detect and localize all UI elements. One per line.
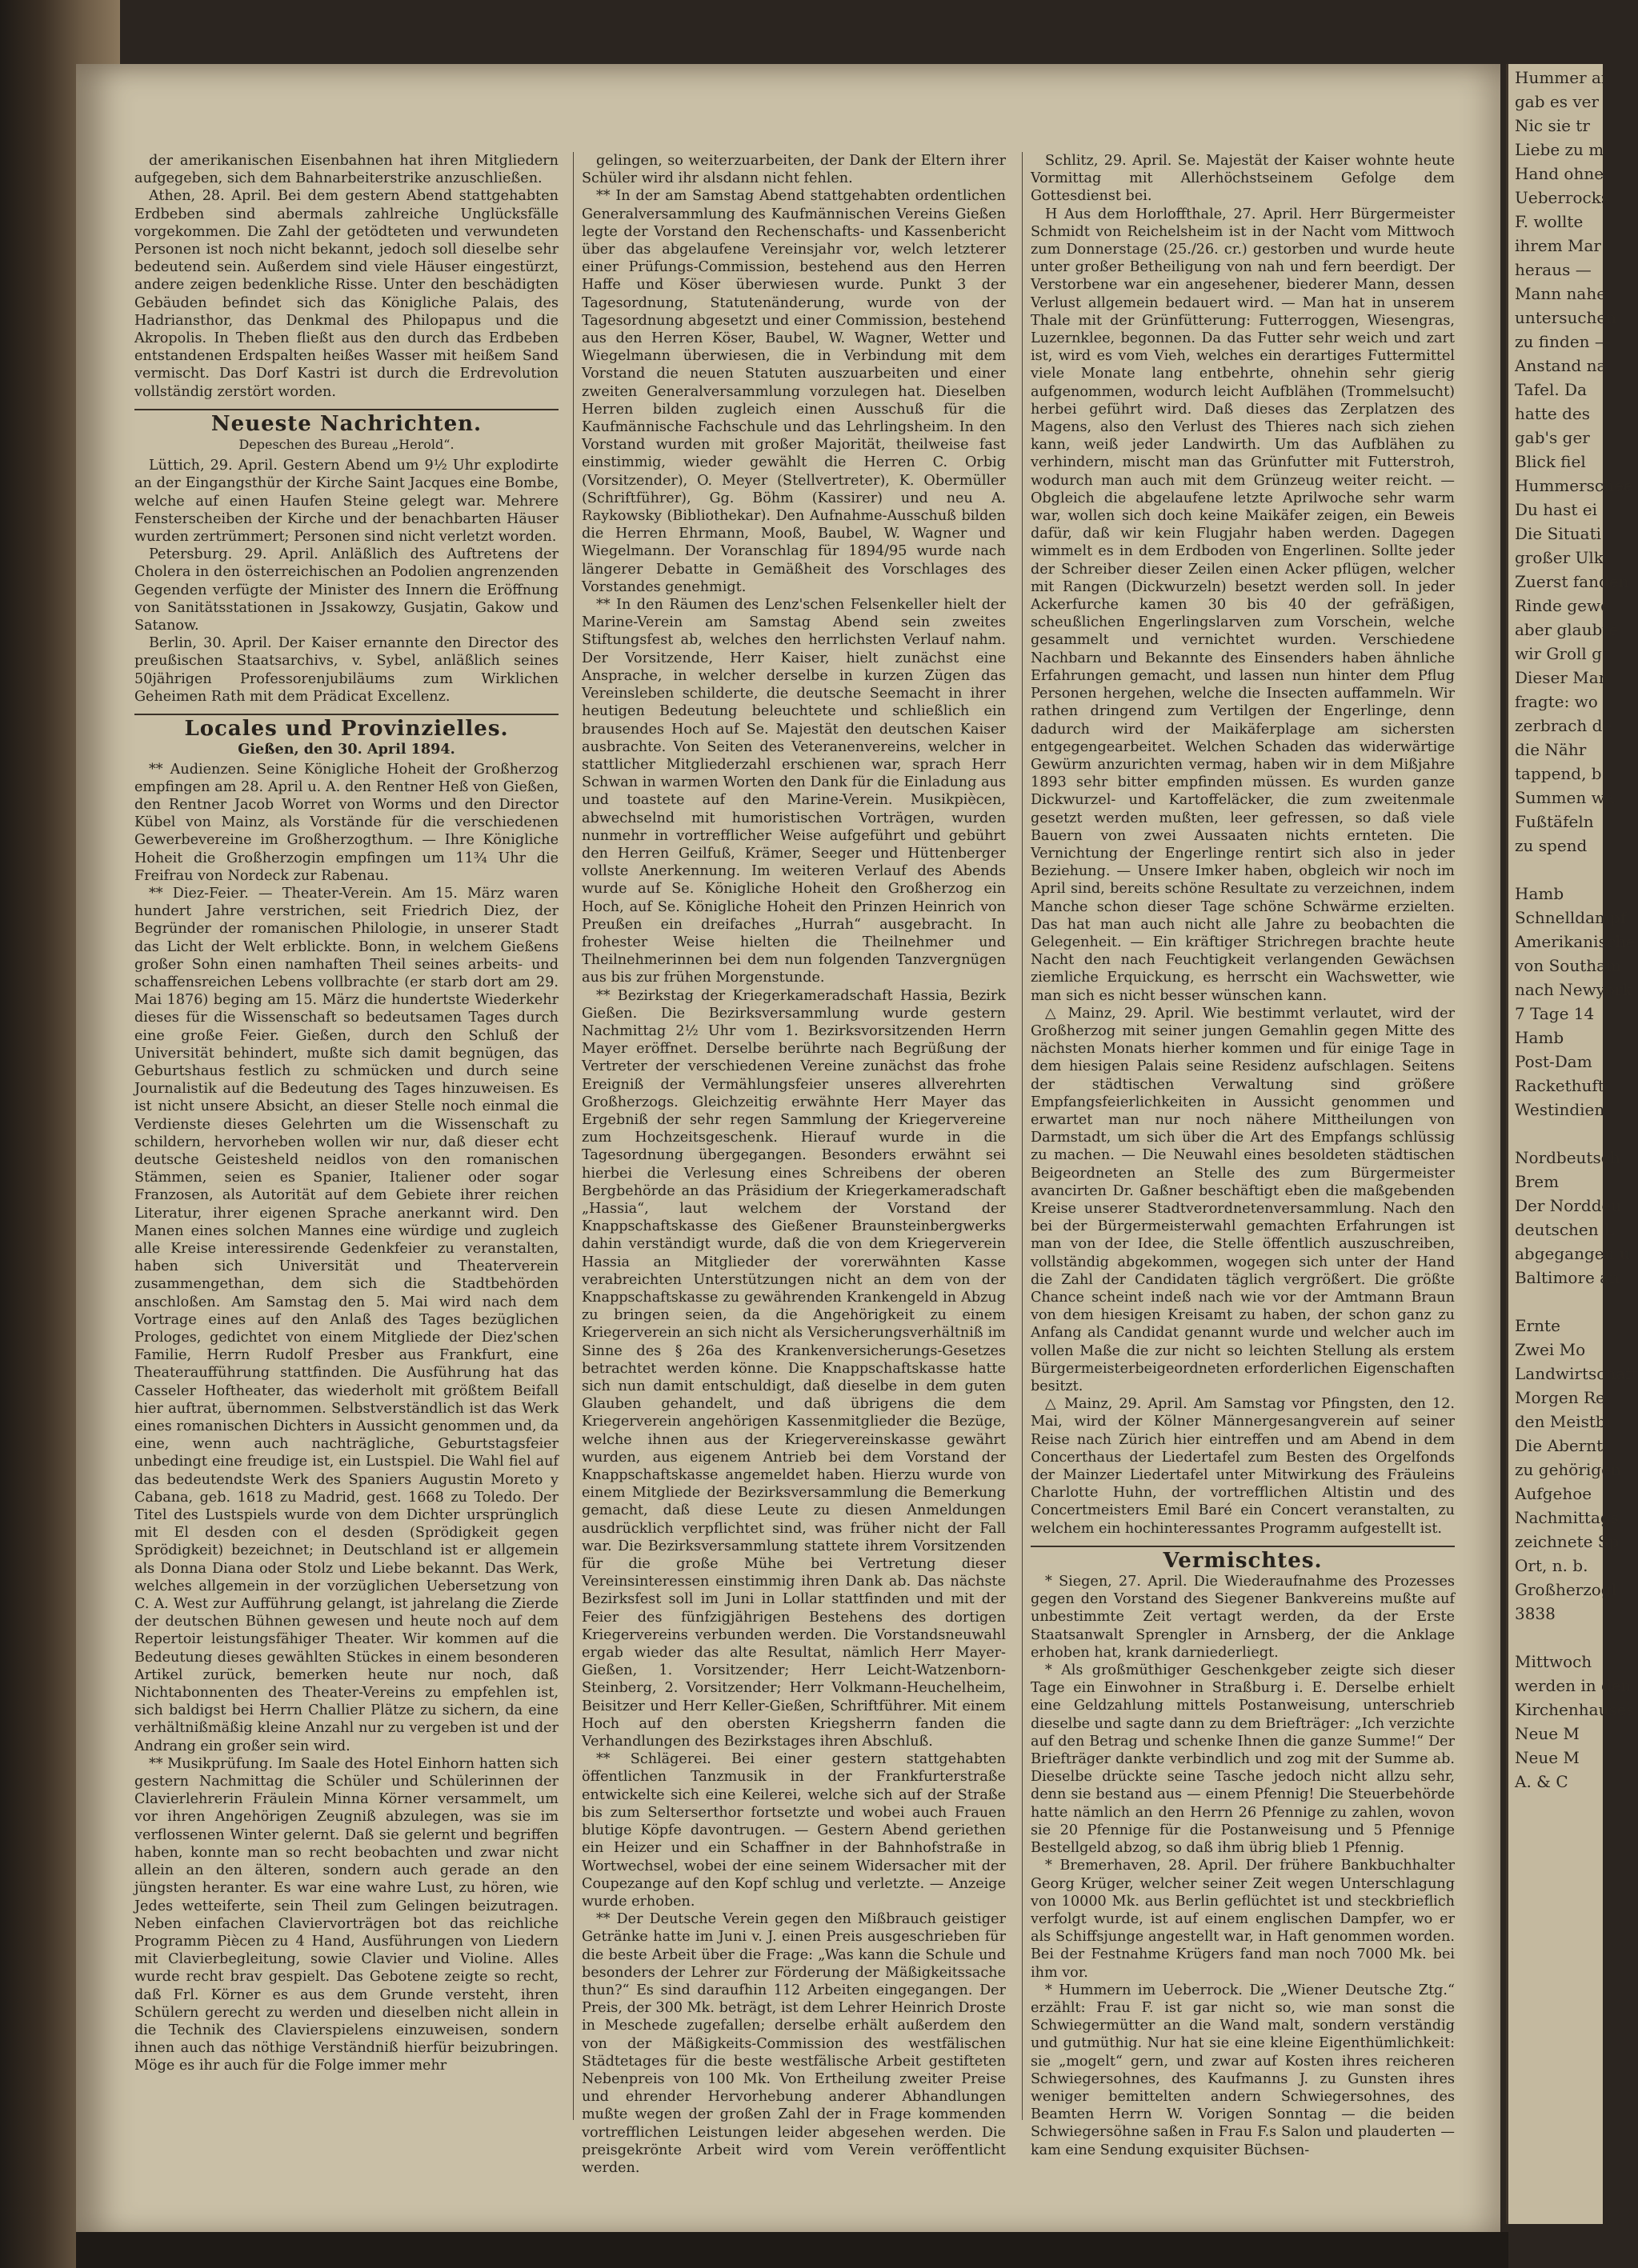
adjacent-page-fragment: F. wollte bbox=[1515, 212, 1584, 231]
adjacent-page-fragment: Dieser Mar bbox=[1515, 668, 1607, 687]
article-paragraph: ** In der am Samstag Abend stattgehabten ordentlichen Generalversammlung des Kaufmännischen Vereins Gießen legte der Vorstand den Rechenschafts- und Kassenbericht über das abgelaufene Vereinsjahr vor, welch letzterer einer Prüfungs-Commission, bestehend aus den Herren Haffe und Köser überwiesen wurde. Punkt 3 der Tagesordnung, Statutenänderung, wurde von der Tagesordnung abgesetzt und einer Commission, bestehend aus den Herren Köser, Baubel, W. Wagner, Wetter und Wiegelmann überwiesen, die in Verbindung mit dem Vorstand die neuen Statuten auszuarbeiten und einer zweiten Generalversammlung vorzulegen hat. Dieselben Herren bilden zugleich einen Ausschuß für die Kaufmännische Fachschule und das Lehrlingsheim. In den Vorstand wurden mit großer Majorität, theilweise fast einstimmig, wieder gewählt die Herren C. Orbig (Vorsitzender), O. Meyer (Stellvertreter), K. Obermüller (Schriftführer), Gg. Böhm (Kassirer) und neu A. Raykowsky (Bibliothekar). Den Aufnahme-Ausschuß bilden die Herren Ehrmann, Mooß, Baubel, W. Wagner und Wiegelmann. Der Voranschlag für 1894/95 wurde nach längerer Debatte in Gemäßheit des Vorschlages des Vorstandes genehmigt. bbox=[582, 188, 1006, 595]
article-paragraph: gelingen, so weiterzuarbeiten, der Dank der Eltern ihrer Schüler wird ihr alsdann nicht fehlen. bbox=[582, 153, 1006, 187]
adjacent-page-fragment: Neue M bbox=[1515, 1748, 1580, 1767]
adjacent-page-fragment: Der Norddeu bbox=[1515, 1196, 1622, 1215]
adjacent-page-fragment bbox=[1508, 1120, 1603, 1144]
adjacent-page-fragment: heraus — bbox=[1515, 260, 1592, 279]
article-paragraph: * Hummern im Ueberrock. Die „Wiener Deutsche Ztg.“ erzählt: Frau F. ist gar nicht so, wie man sonst die Schwiegermütter an die Wand malt, sondern verständig und gutmüthig. Nur hat sie eine kleine Eigenthümlichkeit: sie „mogelt“ gern, und zwar auf Kosten ihres reicheren Schwiegersohnes, des Kaufmanns J. zu Gunsten ihres weniger bemittelten andern Schwiegersohnes, des Beamten Herrn W. Vorigen Sonntag — die beiden Schwiegersöhne saßen in Frau F.s Salon und plauderten — kam eine Sendung exquisiter Büchsen- bbox=[1031, 1982, 1455, 2158]
local-dateline: Gießen, den 30. April 1894. bbox=[238, 741, 455, 758]
adjacent-page-fragment: zeichnete Sp bbox=[1515, 1532, 1620, 1551]
article-paragraph: * Siegen, 27. April. Die Wiederaufnahme des Prozesses gegen den Vorstand des Siegener Bankvereins mußte auf unbestimmte Zeit vertagt werden, da der Erste Staatsanwalt Sprengler in Arnsberg, der die Anklage erhoben hat, krank darniederliegt. bbox=[1031, 1574, 1455, 1661]
adjacent-page-fragment: fragte: wo bbox=[1515, 692, 1598, 711]
adjacent-page-fragment: gab es ver bbox=[1515, 92, 1600, 111]
adjacent-page-fragment: untersuchen bbox=[1515, 308, 1617, 327]
adjacent-page-fragment: die Nähr bbox=[1515, 740, 1587, 759]
adjacent-page-fragment: Die Abernt bbox=[1515, 1436, 1604, 1455]
adjacent-page-fragment: Fußtäfeln bbox=[1515, 812, 1594, 831]
adjacent-page-fragment: ihrem Mar bbox=[1515, 236, 1601, 255]
section-divider bbox=[134, 409, 559, 410]
adjacent-page-fragment: Hamb bbox=[1515, 1028, 1564, 1047]
adjacent-page-fragment: 7 Tage 14 bbox=[1515, 1004, 1595, 1023]
adjacent-page-fragment: 3838 bbox=[1515, 1604, 1556, 1623]
adjacent-page-fragment: abgegangen u bbox=[1515, 1244, 1630, 1263]
column-rule bbox=[1022, 152, 1023, 2120]
article-paragraph: Schlitz, 29. April. Se. Majestät der Kaiser wohnte heute Vormittag mit Allerhöchstseinem Gefolge dem Gottesdienst bei. bbox=[1031, 153, 1455, 205]
misc-items bbox=[1031, 1573, 1455, 2159]
adjacent-page-fragment: Rackethuft- bbox=[1515, 1076, 1610, 1095]
article-paragraph: ** In den Räumen des Lenz'schen Felsenkeller hielt der Marine-Verein am Samstag Abend sein zweites Stiftungsfest ab, welches den herrlichsten Verlauf nahm. Der Vorsitzende, Herr Kaiser, hielt zunächst eine Ansprache, in welcher derselbe in kurzen Zügen das Vereinsleben schilderte, die deutsche Seemacht in ihrer heutigen Bedeutung beleuchtete und schließlich ein brausendes Hoch auf Se. Majestät den deutschen Kaiser ausbrachte. Von Seiten des Veteranenvereins, welcher in stattlicher Mitgliederzahl erschienen war, sprach Herr Schwan in warmen Worten den Dank für die Einladung aus und toastete auf den Marine-Verein. Musikpiècen, abwechselnd mit humoristischen Vorträgen, wurden nunmehr in vortrefflicher Weise aufgeführt und gebührt den Herren Geilfuß, Krämer, Seeger und Hüttenberger vollste Anerkennung. Im weiteren Verlauf des Abends wurde auf Se. Königliche Hoheit den Großherzog ein Hoch, auf Se. Königliche Hoheit den Prinzen Heinrich von Preußen ein dreifaches „Hurrah“ ausgebracht. In frohester Weise hielten die Theilnehmer und Theilnehmerinnen bei dem nun folgenden Tanzvergnügen aus bis zur frühen Morgenstunde. bbox=[582, 597, 1006, 986]
column-3 bbox=[1031, 152, 1455, 2158]
article-paragraph: △ Mainz, 29. April. Am Samstag vor Pfingsten, den 12. Mai, wird der Kölner Männergesangverein auf seiner Reise nach Zürich hier eintreffen und am Abend in dem Concerthaus der Liedertafel zum Besten des Orgelfonds der Mainzer Liedertafel unter Mitwirkung des Fräuleins Charlotte Huhn, der vortrefflichen Altistin und des Concertmeisters Emil Baré ein Concert veranstalten, zu welchem ein hochinteressantes Programm aufgestellt ist. bbox=[1031, 1396, 1455, 1537]
adjacent-page-fragment: Morgen Re bbox=[1515, 1388, 1605, 1407]
adjacent-page-fragment: werden in den bbox=[1515, 1676, 1632, 1695]
adjacent-page-fragment: Großherzogl bbox=[1515, 1580, 1616, 1599]
article-paragraph: Lüttich, 29. April. Gestern Abend um 9½ Uhr explodirte an der Eingangsthür der Kirche Saint Jacques eine Bombe, welche auf einen Haufen Steine gelegt war. Mehrere Fensterscheiben der Kirche und der benachbarten Häuser wurden zertrümmert; Personen sind nicht verletzt worden. bbox=[134, 458, 559, 546]
column-1-intro bbox=[134, 152, 559, 401]
article-paragraph: der amerikanischen Eisenbahnen hat ihren Mitgliedern aufgegeben, sich dem Bahnarbeiterstrike anzuschließen. bbox=[134, 153, 559, 187]
article-paragraph: Athen, 28. April. Bei dem gestern Abend stattgehabten Erdbeben sind abermals zahlreiche Unglücksfälle vorgekommen. Die Zahl der getödteten und verwundeten Personen ist noch nicht bekannt, jedoch soll dieselbe sehr bedeutend sein. Außerdem sind viele Häuser eingestürzt, andere zeigen bedenkliche Risse. Unter den beschädigten Gebäuden befindet sich das Königliche Palais, des Hadriansthor, das Denkmal des Philopapus und die Akropolis. In Theben fließt aus den durch das Erdbeben entstandenen Erdspalten heißes Wasser mit heißem Sand vermischt. Das Dorf Kastri ist durch die Erdrevolution vollständig zerstört worden. bbox=[134, 188, 559, 400]
adjacent-page-fragment: Hamb bbox=[1515, 884, 1564, 903]
adjacent-page-fragment: A. & C bbox=[1515, 1772, 1568, 1791]
article-paragraph: ** Audienzen. Seine Königliche Hoheit der Großherzog empfingen am 28. April u. A. den Rentner Heß von Gießen, den Rentner Jacob Worret von Worms und den Director Kübel von Mainz, als Vorstände für die verschiedenen Gewerbevereine im Großherzogthum. — Ihre Königliche Hoheit die Großherzogin empfingen um 11¾ Uhr die Freifrau von Nordeck zur Rabenau. bbox=[134, 761, 559, 884]
adjacent-page-fragment: wir Groll g bbox=[1515, 644, 1602, 663]
adjacent-page-fragment: Mittwoch bbox=[1515, 1652, 1592, 1671]
section-subtitle-news: Depeschen des Bureau „Herold“. bbox=[238, 437, 455, 453]
adjacent-page-fragment: Liebe zu m bbox=[1515, 140, 1604, 159]
adjacent-page-fragment: zu gehörigen bbox=[1515, 1460, 1621, 1479]
adjacent-page-fragments bbox=[1508, 64, 1638, 1792]
adjacent-page-fragment: gab's ger bbox=[1515, 428, 1590, 447]
adjacent-page-fragment: aber glaubte bbox=[1515, 620, 1619, 639]
adjacent-page-fragment: hatte des bbox=[1515, 404, 1590, 423]
adjacent-page-fragment bbox=[1508, 1288, 1603, 1312]
adjacent-page-fragment: Neue M bbox=[1515, 1724, 1580, 1743]
section-divider bbox=[134, 714, 559, 715]
adjacent-page-fragment: zu finden — bbox=[1515, 332, 1611, 351]
article-paragraph: Petersburg. 29. April. Anläßlich des Auftretens der Cholera in den österreichischen an Podolien angrenzenden Gegenden verfügte der Minister des Innern die Eröffnung von Sanitätsstationen in Jssakowzy, Gusjatin, Gakow und Satanow. bbox=[134, 546, 559, 634]
article-paragraph: ** Bezirkstag der Kriegerkameradschaft Hassia, Bezirk Gießen. Die Bezirksversammlung wurde gestern Nachmittag 2½ Uhr vom 1. Bezirksvorsitzenden Herrn Mayer eröffnet. Derselbe berührte nach Begrüßung der Vertreter der verschiedenen Vereine zunächst das frohe Ereigniß der Vermählungsfeier unseres allverehrten Großherzogs. Gleichzeitig erwähnte Herr Mayer das Ergebniß der sehr regen Sammlung der Kriegervereine zum Hochzeitsgeschenk. Hierauf wurde in die Tagesordnung übergegangen. Besonders erwähnt sei hierbei die Verlesung eines Schreibens der oberen Bergbehörde an das Präsidium der Kriegerkameradschaft „Hassia“, laut welchem der Vorstand der Knappschaftskasse des Gießener Braunsteinbergwerks dahin verständigt wurde, daß die von dem Kriegerverein Hassia an Mitglieder der vorerwähnten Kasse verabreichten Unterstützungen nicht an dem von der Knappschaftskasse zu gewährenden Krankengeld in Abzug zu bringen seien, da die Angehörigkeit zu einem Kriegerverein an sich nicht als Versicherungsverhältniß im Sinne des § 26a des Krankenversicherungs-Gesetzes betrachtet werden könne. Die Knappschaftskasse hatte sich nun damit entschuldigt, daß dieselbe in dem guten Glauben gehandelt, und daß übrigens die dem Kriegerverein angehörigen Kassenmitglieder die Bezüge, welche ihnen aus der Kriegervereinskasse gewährt wurden, aus eigenem Antrieb bei dem Vorstand der Knappschaftskasse angemeldet haben. Hierzu wurde von einem Mitgliede der Bezirksversammlung die Bemerkung gemacht, daß diese Leute zu diesen Anmeldungen ausdrücklich verpflichtet sind, was früher nicht der Fall war. Die Bezirksversammlung stattete ihrem Vorsitzenden für die große Mühe bei Vertretung dieser Vereinsinteressen einstimmig ihren Dank ab. Das nächste Bezirksfest soll im Juni in Lollar stattfinden und mit der Feier des fünfzigjährigen Bestehens des dortigen Kriegervereins verbunden werden. Die Vorstandsneuwahl ergab wieder das alte Resultat, nämlich Herr Mayer-Gießen, 1. Vorsitzender; Herr Leicht-Watzenborn-Steinberg, 2. Vorsitzender; Herr Volkmann-Heuchelheim, Beisitzer und Herr Keller-Gießen, Schriftführer. Mit einem Hoch auf den obersten Kriegsherrn fanden die Verhandlungen des Bezirkstages ihren Abschluß. bbox=[582, 987, 1006, 1750]
adjacent-page-fragment: Nordbeutsch bbox=[1515, 1148, 1620, 1167]
adjacent-page-strip bbox=[1506, 64, 1638, 2224]
adjacent-page-fragment: Ueberrocks bbox=[1515, 188, 1610, 207]
adjacent-page-fragment: Westindien bbox=[1515, 1100, 1605, 1119]
article-paragraph: * Bremerhaven, 28. April. Der frühere Bankbuchhalter Georg Krüger, welcher seiner Zeit wegen Unterschlagung von 10000 Mk. aus Berlin geflüchtet ist und steckbrieflich verfolgt wurde, ist auf einem englischen Dampfer, wo er als Schiffsjunge angestellt war, in Haft genommen worden. Bei der Festnahme Krügers fand man noch 7000 Mk. bei ihm vor. bbox=[1031, 1858, 1455, 1981]
adjacent-page-fragment: Mann nahe bbox=[1515, 284, 1607, 303]
article-paragraph: ** Der Deutsche Verein gegen den Mißbrauch geistiger Getränke hatte im Juni v. J. einen Preis ausgeschrieben für die beste Arbeit über die Frage: „Was kann die Schule und besonders der Lehrer zur Förderung der Mäßigkeitssache thun?“ Es sind daraufhin 112 Arbeiten eingegangen. Der Preis, der 300 Mk. beträgt, ist dem Lehrer Heinrich Droste in Meschede zugefallen; derselbe erhält außerdem den von der Mäßigkeits-Commission des westfälischen Städtetages für die beste westfälische Arbeit gestifteten Nebenpreis von 100 Mk. Von Ertheilung zweiter Preise und ehrender Hervorhebung anderer Abhandlungen mußte wegen der großen Zahl der in Frage kommenden vortrefflichen Leistungen leider abgesehen werden. Die preisgekrönte Arbeit wird vom Verein veröffentlicht werden. bbox=[582, 1911, 1006, 2176]
adjacent-page-fragment: Kirchenhauses bbox=[1515, 1700, 1635, 1719]
adjacent-page-fragment: deutschen L bbox=[1515, 1220, 1615, 1239]
adjacent-page-fragment: Summen wa bbox=[1515, 788, 1615, 807]
adjacent-page-fragment: Schnelldampf bbox=[1515, 908, 1627, 927]
article-paragraph: * Als großmüthiger Geschenkgeber zeigte sich dieser Tage ein Einwohner in Straßburg i. E. Derselbe erhielt eine Geldzahlung mittels Postanweisung, unterschrieb dieselbe und sagte dann zu dem Briefträger: „Ich verzichte auf den Betrag und schenke Ihnen die ganze Summe!“ Der Briefträger dankte verbindlich und zog mit der Summe ab. Dieselbe drückte seine Tasche jedoch nicht allzu sehr, denn sie bestand aus — einem Pfennig! Die Steuerbehörde hatte nämlich an den Herrn 26 Pfennige zu zahlen, wovon sie 20 Pfennige für die Postanweisung und 5 Pfennige Bestellgeld abzog, so daß ihm übrig blieb 1 Pfennig. bbox=[1031, 1662, 1455, 1857]
adjacent-page-fragment: tappend, b bbox=[1515, 764, 1602, 783]
adjacent-page-fragment: Hand ohne bbox=[1515, 164, 1604, 183]
adjacent-page-fragment: von Southam bbox=[1515, 956, 1622, 975]
section-title-misc: Vermischtes. bbox=[1163, 1548, 1323, 1573]
news-items bbox=[134, 457, 559, 706]
adjacent-page-fragment: Nic sie tr bbox=[1515, 116, 1590, 135]
column-3-items bbox=[1031, 152, 1455, 1538]
article-paragraph: H Aus dem Horloffthale, 27. April. Herr Bürgermeister Schmidt von Reichelsheim ist in der Nacht vom Mittwoch zum Donnerstage (25./26. cr.) gestorben und wurde heute unter großer Betheiligung von nah und fern beerdigt. Der Verstorbene war ein angesehener, biederer Mann, dessen Verlust allgemein bedauert wird. — Man hat in unserem Thale mit der Grünfütterung: Futterroggen, Wiesengras, Luzernklee, begonnen. Da das Futter sehr weich und zart ist, wird es vom Vieh, welches ein derartiges Futtermittel viele Monate lang entbehrte, ohnehin sehr gierig aufgenommen, wodurch leicht Aufblähen (Trommelsucht) herbei geführt wird. Daß dieses das Zerplatzen des Magens, also den Verlust des Thieres nach sich ziehen kann, weiß jeder Landwirth. Um das Aufblähen zu verhindern, mischt man das Grünfutter mit Futterstroh, wodurch man auch mit dem Grünzeug weiter reicht. — Obgleich die abgelaufene letzte Aprilwoche sehr warm war, wollen sich doch keine Maikäfer zeigen, ein Beweis dafür, daß wir kein Flugjahr haben werden. Dagegen wimmelt es in dem Erdboden von Engerlinen. Sollte jeder der Schreiber dieser Zeilen einen Acker pflügen, welcher mit Rangen (Dickwurzeln) besetzt werden soll. In jeder Ackerfurche kamen 30 bis 40 der gefräßigen, scheußlichen Engerlingslarven zum Vorschein, welche gesammelt und vernichtet wurden. Verschiedene Nachbarn und Bekannte des Einsenders haben ähnliche Erfahrungen gemacht, und lassen nun hinter dem Pflug Personen hergehen, welche die Insecten auffammeln. Wir rathen dringend zum Vertilgen der Engerlinge, denn dadurch wird der Maikäferplage am sichersten entgegengearbeitet. Welchen Schaden das widerwärtige Gewürm anzurichten vermag, haben wir in dem Mißjahre 1893 sehr bitter empfinden müssen. Es wurden ganze Dickwurzel- und Kartoffeläcker, die zum zweitenmale gesetzt werden mußten, leer gefressen, so daß viele Bauern von zwei Aussaaten nichts ernteten. Die Vernichtung der Engerlinge rentirt sich also in jeder Beziehung. — Unsere Imker haben, obgleich wir noch im April sind, bereits schöne Resultate zu verzeichnen, indem Manche schon dieser Tage schöne Schwärme erzielten. Das hat man auch nicht alle Jahre zu beobachten die Gelegenheit. — Ein kräftiger Strichregen brachte heute Nacht den nach Feuchtigkeit verlangenden Gewächsen ziemliche Erquickung, es herrscht ein Wachswetter, wie man sich es nicht besser wünschen kann. bbox=[1031, 206, 1455, 1004]
adjacent-page-fragment: Anstand na bbox=[1515, 356, 1607, 375]
adjacent-page-fragment: Die Situati bbox=[1515, 524, 1601, 543]
column-2 bbox=[582, 152, 1006, 2176]
section-title-news: Neueste Nachrichten. bbox=[210, 411, 483, 436]
adjacent-page-fragment: Post-Dam bbox=[1515, 1052, 1592, 1071]
page-bottom-edge bbox=[76, 2232, 1508, 2268]
adjacent-page-fragment: den Meistbi bbox=[1515, 1412, 1612, 1431]
column-rule bbox=[573, 152, 574, 2120]
adjacent-page-fragment: Hummer ar bbox=[1515, 68, 1609, 87]
adjacent-page-fragment bbox=[1508, 1624, 1603, 1648]
adjacent-page-fragment bbox=[1508, 856, 1603, 880]
column-1 bbox=[134, 152, 559, 2152]
column-2-items bbox=[582, 152, 1006, 2177]
article-paragraph: ** Schlägerei. Bei einer gestern stattgehabten öffentlichen Tanzmusik in der Frankfurterstraße entwickelte sich eine Keilerei, welche sich auf der Straße bis zum Selterserthor fortsetzte und wobei auch Frauen blutige Köpfe davontrugen. — Gestern Abend geriethen ein Heizer und ein Schaffner in der Bahnhofstraße in Wortwechsel, wobei der eine seinem Widersacher mit der Coupezange auf den Kopf schlug und verletzte. — Anzeige wurde erhoben. bbox=[582, 1751, 1006, 1910]
adjacent-page-fragment: Rinde gewe bbox=[1515, 596, 1610, 615]
article-paragraph: ** Musikprüfung. Im Saale des Hotel Einhorn hatten sich gestern Nachmittag die Schüler und Schülerinnen der Clavierlehrerin Fräulein Minna Körner versammelt, um vor ihren Angehörigen Zeugniß abzulegen, was sie im verflossenen Winter gelernt. Daß sie gelernt und begriffen haben, konnte man so recht beobachten und zwar nicht allein an den älteren, sondern auch gerade an den jüngsten heranter. Es war eine wahre Lust, zu hören, wie Jedes wetteiferte, sein Theil zum Gelingen beizutragen. Neben einfachen Claviervorträgen bot das reichliche Programm Piècen zu 4 Hand, Ausführungen von Liedern mit Clavierbegleitung, sowie Clavier und Violine. Alles wurde recht brav gespielt. Das Gebotene zeigte so recht, daß Frl. Körner es aus dem Grunde versteht, ihren Schülern gerecht zu werden und dieselben nicht allein in die Technik des Clavierspielens einzuweisen, sondern ihnen auch das nöthige Verständniß hierfür beizubringen. Möge es ihr auch für die Folge immer mehr bbox=[134, 1755, 559, 2074]
adjacent-page-fragment: Tafel. Da bbox=[1515, 380, 1588, 399]
section-title-local: Locales und Provinzielles. bbox=[184, 717, 509, 742]
adjacent-page-fragment: zerbrach de bbox=[1515, 716, 1612, 735]
adjacent-page-fragment: Zwei Mo bbox=[1515, 1340, 1586, 1359]
adjacent-page-fragment: Hummerschee bbox=[1515, 476, 1633, 495]
adjacent-page-fragment: Du hast ei bbox=[1515, 500, 1597, 519]
adjacent-page-fragment: zu spend bbox=[1515, 836, 1588, 855]
adjacent-page-fragment: Aufgehoe bbox=[1515, 1484, 1592, 1503]
adjacent-page-fragment: Amerikanische bbox=[1515, 932, 1636, 951]
article-paragraph: ** Diez-Feier. — Theater-Verein. Am 15. März waren hundert Jahre verstrichen, seit Friedrich Diez, der Begründer der romanischen Philologie, in unserer Stadt das Licht der Welt erblickte. Bonn, in welchem Gießens großer Sohn einen namhaften Theil seines arbeits- und schaffensreichen Lebens vollbrachte (er starb dort am 29. Mai 1876) beging am 15. März die hundertste Wiederkehr dieses für die Wissenschaft so bedeutsamen Tages durch eine große Feier. Gießen, durch den Schluß der Universität behindert, mußte sich damit begnügen, das Geburtshaus festlich zu schmücken und durch seine Journalistik auf die Bedeutung des Tages hinzuweisen. Es ist nicht unsere Absicht, an dieser Stelle noch einmal die Verdienste dieses Gelehrten um die Wissenschaft zu schildern, hervorheben wollen wir nur, daß dieser echt deutsche Geistesheld neidlos von den romanischen Stämmen, seien es Spanier, Italiener oder sogar Franzosen, als Autorität auf dem Gebiete ihrer reichen Literatur, ihrer eigenen Sprache anerkannt wird. Den Manen eines solchen Mannes eine würdige und zugleich alle Kreise interessirende Gedenkfeier zu veranstalten, haben sich Universität und Theaterverein zusammengethan, dem sich die Stadtbehörden anschloßen. Am Samstag den 5. Mai wird nach dem Vortrage eines auf den Anlaß des Tages bezüglichen Prologes, gedichtet von einem Mitgliede der Diez'schen Familie, Herrn Rudolf Presber aus Frankfurt, eine Theateraufführung stattfinden. Die Ausführung hat das Casseler Hoftheater, das wiederholt mit größtem Beifall hier auftrat, übernommen. Selbstverständlich ist das Werk eines romanischen Dichters in Aussicht genommen und, da eine, wenn auch nachträgliche, Geburtstagsfeier unbedingt eine freudige ist, ein Lustspiel. Die Wahl fiel auf das bedeutendste Werk des Spaniers Augustin Moreto y Cabana, geb. 1618 zu Madrid, gest. 1668 zu Toledo. Der Titel des Lustspiels wurde von dem Dichter ursprünglich mit El desden con el desden (Sprödigkeit gegen Sprödigkeit) bezeichnet; in Deutschland ist er allgemein als Donna Diana oder Stolz und Liebe bekannt. Das Werk, welches allgemein in der vorzüglichen Uebersetzung von C. A. West zur Aufführung gelangt, ist jahrelang die Zierde der deutschen Bühnen gewesen und heute noch auf dem Repertoir leistungsfähiger Theater. Wir kommen auf die Bedeutung dieses gewählten Stückes in einem besonderen Artikel zurück, bemerken heute nur noch, daß Nichtabonnenten des Theater-Vereins zu empfehlen ist, sich baldigst bei Herrn Challier Plätze zu sichern, da eine verhältnißmäßig kleine Anzahl nur zu vergeben ist und der Andrang ein großer sein wird. bbox=[134, 885, 559, 1754]
adjacent-page-fragment: Zuerst fanden bbox=[1515, 572, 1629, 591]
adjacent-page-fragment: Landwirtschaft bbox=[1515, 1364, 1638, 1383]
adjacent-page-fragment: Baltimore an bbox=[1515, 1268, 1620, 1287]
adjacent-page-fragment: Brem bbox=[1515, 1172, 1560, 1191]
adjacent-page-fragment: Blick fiel bbox=[1515, 452, 1586, 471]
section-divider bbox=[1031, 1546, 1455, 1547]
article-paragraph: Berlin, 30. April. Der Kaiser ernannte den Director des preußischen Staatsarchivs, v. Sybel, anläßlich seines 50jährigen Professorenjubiläums zum Wirklichen Geheimen Rath mit dem Prädicat Excellenz. bbox=[134, 635, 559, 705]
adjacent-page-fragment: nach Newyork bbox=[1515, 980, 1632, 999]
local-items bbox=[134, 761, 559, 2075]
article-paragraph: △ Mainz, 29. April. Wie bestimmt verlautet, wird der Großherzog mit seiner jungen Gemahlin gegen Mitte des nächsten Monats hierher kommen und für einige Tage in dem hiesigen Palais seine Residenz aufschlagen. Seitens der städtischen Verwaltung sind größere Empfangsfeierlichkeiten in Aussicht genommen und erwartet man nur noch nähere Mittheilungen von Darmstadt, um sich über die Art des Empfangs schlüssig zu machen. — Die Neuwahl eines besoldeten städtischen Beigeordneten an Stelle des zum Bürgermeister avancirten Dr. Gaßner beschäftigt eben die maßgebenden Kreise unserer Stadtverordnetenversammlung. Nach den bei der Bürgermeisterwahl gemachten Erfahrungen ist man von der Idee, die Stelle öffentlich auszuschreiben, vollständig abgekommen, wogegen sich unter der Hand die Zahl der Candidaten täglich vergrößert. Die größte Chance scheint indeß nach wie vor der Amtmann Braun von dem hiesigen Kreisamt zu haben, der schon ganz zu Anfang als Candidat genannt wurde und welcher auch im vollen Maße die zur nicht so leichten Stellung als erstem Bürgermeisterbeigeordneten erforderlichen Eigenschaften besitzt. bbox=[1031, 1005, 1455, 1395]
adjacent-page-fragment: Nachmittags bbox=[1515, 1508, 1619, 1527]
adjacent-page-fragment: großer Ulk. bbox=[1515, 548, 1609, 567]
adjacent-page-fragment: Ernte bbox=[1515, 1316, 1560, 1335]
adjacent-page-fragment: Ort, n. b. bbox=[1515, 1556, 1588, 1575]
